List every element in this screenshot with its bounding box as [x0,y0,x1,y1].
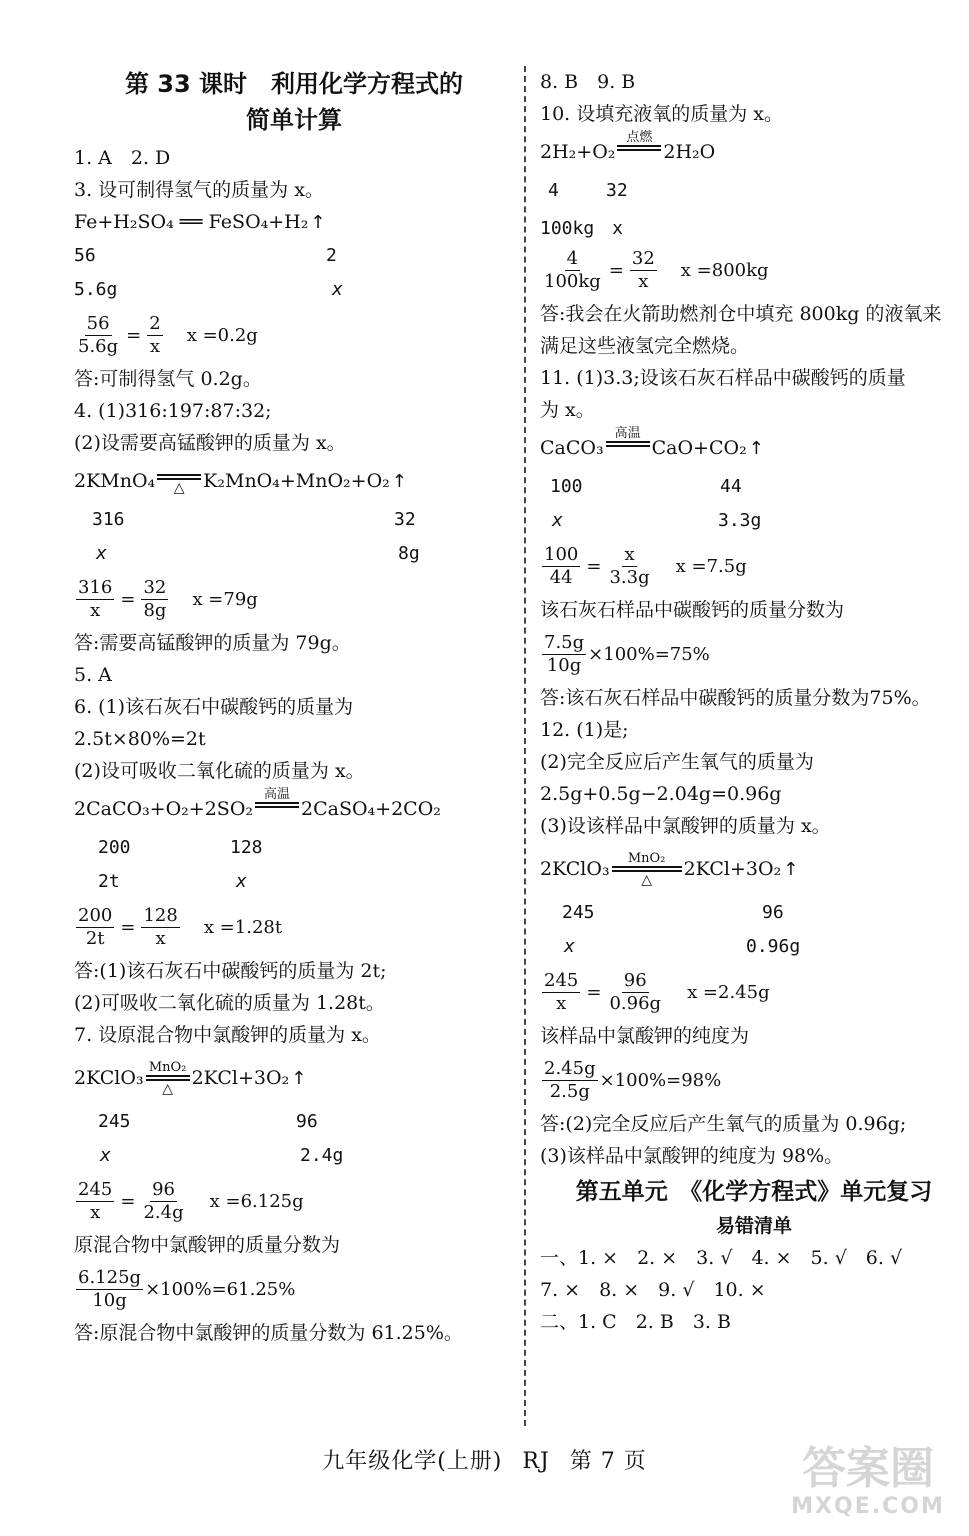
column-divider [524,66,526,1426]
true-false-answers-2: 7. × 8. × 9. √ 10. × [540,1279,766,1301]
q6-proportion: $\frac{200}{2t}$ = $\frac{128}{x}$ x =1.28t [78,904,283,949]
q6-part1: 6. (1)该石灰石中碳酸钙的质量为 [74,696,354,718]
gas-arrow-icon: ↑ [783,858,799,880]
footer-edition: RJ [522,1449,550,1474]
q7-proportion: $\frac{245}{x}$ = $\frac{96}{2.4g}$ x =6.125g [78,1178,304,1223]
unit-review-title: 第五单元 《化学方程式》单元复习 [575,1179,933,1205]
q12-answer-2: (3)该样品中氯酸钾的纯度为 98%。 [540,1145,844,1167]
q4-row2: x 8g [96,543,420,564]
q7-percent-calc: $\frac{6.125g}{10g}$ ×100%=61.25% [78,1266,296,1311]
q6-part1-calc: 2.5t×80%=2t [74,728,206,750]
q7-percent-intro: 原混合物中氯酸钾的质量分数为 [74,1234,341,1256]
q12-purity-calc: $\frac{2.45g}{2.5g}$ ×100%=98% [544,1057,722,1102]
gas-arrow-icon: ↑ [310,212,326,233]
q11-part1-cont: 为 x。 [540,399,595,421]
q4-equation: 2KMnO₄ △ K₂MnO₄+MnO₂+O₂ ↑ [74,470,407,496]
lesson-title: 第 33 课时 利用化学方程式的 [124,70,464,98]
q4-part1: 4. (1)316:197:87:32; [74,400,272,422]
right-column [540,66,968,1338]
gas-arrow-icon: ↑ [748,437,764,459]
footer-course: 九年级化学(上册) [322,1449,503,1474]
true-false-answers-1: 一、1. × 2. × 3. √ 4. × 5. √ 6. √ [540,1247,903,1269]
watermark-logo: 答案圈 MXQE.COM [791,1443,945,1519]
q4-answer: 答:需要高锰酸钾的质量为 79g。 [74,632,351,654]
q10-intro: 10. 设填充液氧的质量为 x。 [540,103,784,125]
q3-equation: Fe+H₂SO₄ ══ FeSO₄+H₂ ↑ [74,211,326,233]
q12-row1: 245 96 [562,902,784,923]
q3-intro: 3. 设可制得氢气的质量为 x。 [74,179,324,201]
q11-equation: CaCO₃ 高温 CaO+CO₂ ↑ [540,426,764,459]
q6-answer-2: (2)可吸收二氧化硫的质量为 1.28t。 [74,992,385,1014]
q12-equation: 2KClO₃ MnO₂ △ 2KCl+3O₂ ↑ [540,850,799,888]
q12-row2: x 0.96g [564,936,801,957]
q6-equation: 2CaCO₃+O₂+2SO₂ 高温 2CaSO₄+2CO₂ [74,787,441,820]
q10-answer-1: 答:我会在火箭助燃剂仓中填充 800kg 的液氧来 [540,303,942,325]
q11-percent-intro: 该石灰石样品中碳酸钙的质量分数为 [540,599,845,621]
error-list-title: 易错清单 [715,1215,792,1237]
gas-arrow-icon: ↑ [291,1067,307,1089]
q10-equation: 2H₂+O₂ 点燃 2H₂O [540,130,716,163]
q4-part2: (2)设需要高锰酸钾的质量为 x。 [74,432,346,454]
q10-answer-2: 满足这些液氢完全燃烧。 [540,335,750,357]
q10-proportion: $\frac{4}{100kg}$ = $\frac{32}{x}$ x =800kg [544,247,769,292]
left-column [74,66,514,1349]
q11-part1: 11. (1)3.3;设该石灰石样品中碳酸钙的质量 [540,367,906,389]
gas-arrow-icon: ↑ [391,470,407,492]
q11-proportion: $\frac{100}{44}$ = $\frac{x}{3.3g}$ x =7.5g [544,543,747,588]
q6-row1: 200 128 [98,837,263,858]
q3-answer: 答:可制得氢气 0.2g。 [74,368,262,390]
q12-part2-calc: 2.5g+0.5g−2.04g=0.96g [540,783,782,805]
q6-answer-1: 答:(1)该石灰石中碳酸钙的质量为 2t; [74,960,387,982]
q10-row2: 100kg x [540,218,624,239]
q12-proportion: $\frac{245}{x}$ = $\frac{96}{0.96g}$ x =2.45g [544,969,770,1014]
footer-page-number: 第 7 页 [569,1449,647,1474]
answer-8-9: 8. B 9. B [540,71,636,93]
q4-proportion: $\frac{316}{x}$ = $\frac{32}{8g}$ x =79g [78,576,258,621]
q7-row1: 245 96 [98,1111,318,1132]
q12-part3: (3)设该样品中氯酸钾的质量为 x。 [540,815,831,837]
multiple-choice-answers: 二、1. C 2. B 3. B [540,1311,731,1333]
q7-row2: x 2.4g [100,1145,344,1166]
q12-answer-1: 答:(2)完全反应后产生氧气的质量为 0.96g; [540,1113,907,1135]
q11-row2: x 3.3g [552,510,762,531]
q3-row2: 5.6g x [74,279,343,300]
q7-answer: 答:原混合物中氯酸钾的质量分数为 61.25%。 [74,1322,463,1344]
q6-part2: (2)设可吸收二氧化硫的质量为 x。 [74,760,365,782]
q12-part1: 12. (1)是; [540,719,629,741]
q11-percent-calc: $\frac{7.5g}{10g}$ ×100%=75% [544,631,710,676]
q4-row1: 316 32 [92,509,416,530]
q7-intro: 7. 设原混合物中氯酸钾的质量为 x。 [74,1024,381,1046]
q10-row1: 4 32 [548,180,628,201]
q12-part2: (2)完全反应后产生氧气的质量为 [540,751,814,773]
q3-proportion: $\frac{56}{5.6g}$ = $\frac{2}{x}$ x =0.2g [78,312,258,357]
q11-answer: 答:该石灰石样品中碳酸钙的质量分数为75%。 [540,687,931,709]
q12-purity-intro: 该样品中氯酸钾的纯度为 [540,1025,750,1047]
lesson-title-line2: 简单计算 [246,106,342,134]
q7-equation: 2KClO₃ MnO₂ △ 2KCl+3O₂ ↑ [74,1059,307,1097]
q6-row2: 2t x [98,871,247,892]
answer-5: 5. A [74,664,112,686]
answer-1-2: 1. A 2. D [74,147,171,169]
q11-row1: 100 44 [550,476,742,497]
q3-row1: 56 2 [74,245,337,266]
